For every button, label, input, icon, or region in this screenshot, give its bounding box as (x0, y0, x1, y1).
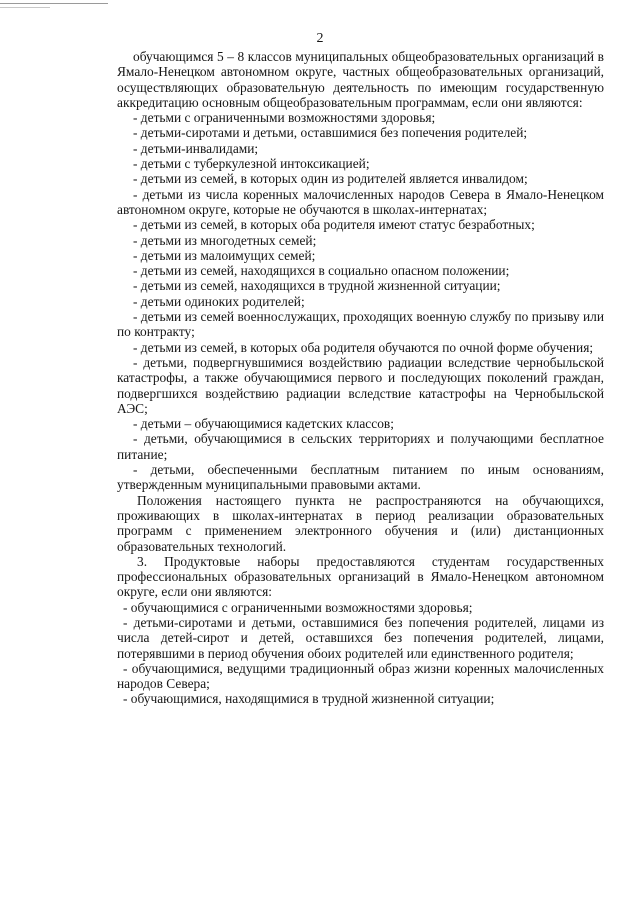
list-item: - детьми из семей, находящихся в трудной жизненной ситуации; (133, 278, 501, 294)
list-item: - детьми, обеспеченными бесплатным питанием по иным основаниям, утвержденным муниципальными правовыми актами. (117, 462, 604, 493)
list-item: - детьми-инвалидами; (133, 140, 259, 156)
list-item: - обучающимися, ведущими традиционный образ жизни коренных малочисленных народов Севера; (117, 660, 604, 692)
list-item: - детьми с туберкулезной интоксикацией; (133, 156, 370, 172)
list-item: - детьми – обучающимися кадетских классов; (133, 416, 394, 432)
scan-artifact (0, 7, 50, 8)
list-item: - детьми из семей, в которых один из родителей является инвалидом; (133, 171, 528, 187)
point-3-paragraph: 3. Продуктовые наборы предоставляются студентам государственных профессиональных образовательных организаций в Ямало-Ненецком автономном округе, если они являются: (117, 553, 604, 600)
list-item: - детьми из семей, находящихся в социально опасном положении; (133, 263, 510, 279)
list-item: - детьми-сиротами и детьми, оставшимися без попечения родителей, лицами из числа детей-сирот и детей, оставшихся без попечения родителей, лицами, потерявшими в период обучения обоих родителей или единственного родителя; (117, 614, 604, 661)
note-paragraph: Положения настоящего пункта не распространяются на обучающихся, проживающих в школах-интернатах в период реализации образовательных программ с применением электронного обучения и (или) дистанционных образовательных технологий. (117, 492, 604, 554)
list-item: - детьми из семей военнослужащих, проходящих военную службу по призыву или по контракту; (117, 309, 604, 340)
list-item: - детьми одиноких родителей; (133, 293, 305, 309)
list-item: - детьми из малоимущих семей; (133, 247, 316, 263)
list-item: - детьми из многодетных семей; (133, 232, 317, 248)
list-item: - детьми из семей, в которых оба родителя имеют статус безработных; (133, 217, 535, 233)
intro-paragraph: обучающимся 5 – 8 классов муниципальных общеобразовательных организаций в Ямало-Ненецком автономном округе, частных общеобразовательных организаций, осуществляющих образовательную деятельность по имеющим государственную аккредитацию основным общеобразовательным программам, если они являются: (117, 49, 604, 110)
list-item: - детьми из семей, в которых оба родителя обучаются по очной форме обучения; (133, 339, 594, 355)
list-item: - детьми, подвергнувшимися воздействию радиации вследствие чернобыльской катастрофы, а также обучающимися первого и последующих поколений граждан, подвергшихся воздействию радиации вследствие катастрофы на Чернобыльской АЭС; (117, 354, 604, 416)
list-item: - обучающимися с ограниченными возможностями здоровья; (123, 599, 473, 615)
scan-artifact (0, 3, 108, 4)
document-body (117, 49, 604, 707)
page-number: 2 (316, 31, 324, 46)
list-item: - обучающимися, находящимися в трудной жизненной ситуации; (123, 691, 495, 707)
list-item: - детьми из числа коренных малочисленных народов Севера в Ямало-Ненецком автономном округе, которые не обучаются в школах-интернатах; (117, 186, 604, 217)
list-item: - детьми, обучающимися в сельских территориях и получающими бесплатное питание; (117, 431, 604, 462)
list-item: - детьми с ограниченными возможностями здоровья; (133, 110, 436, 126)
list-item: - детьми-сиротами и детьми, оставшимися без попечения родителей; (133, 125, 528, 141)
